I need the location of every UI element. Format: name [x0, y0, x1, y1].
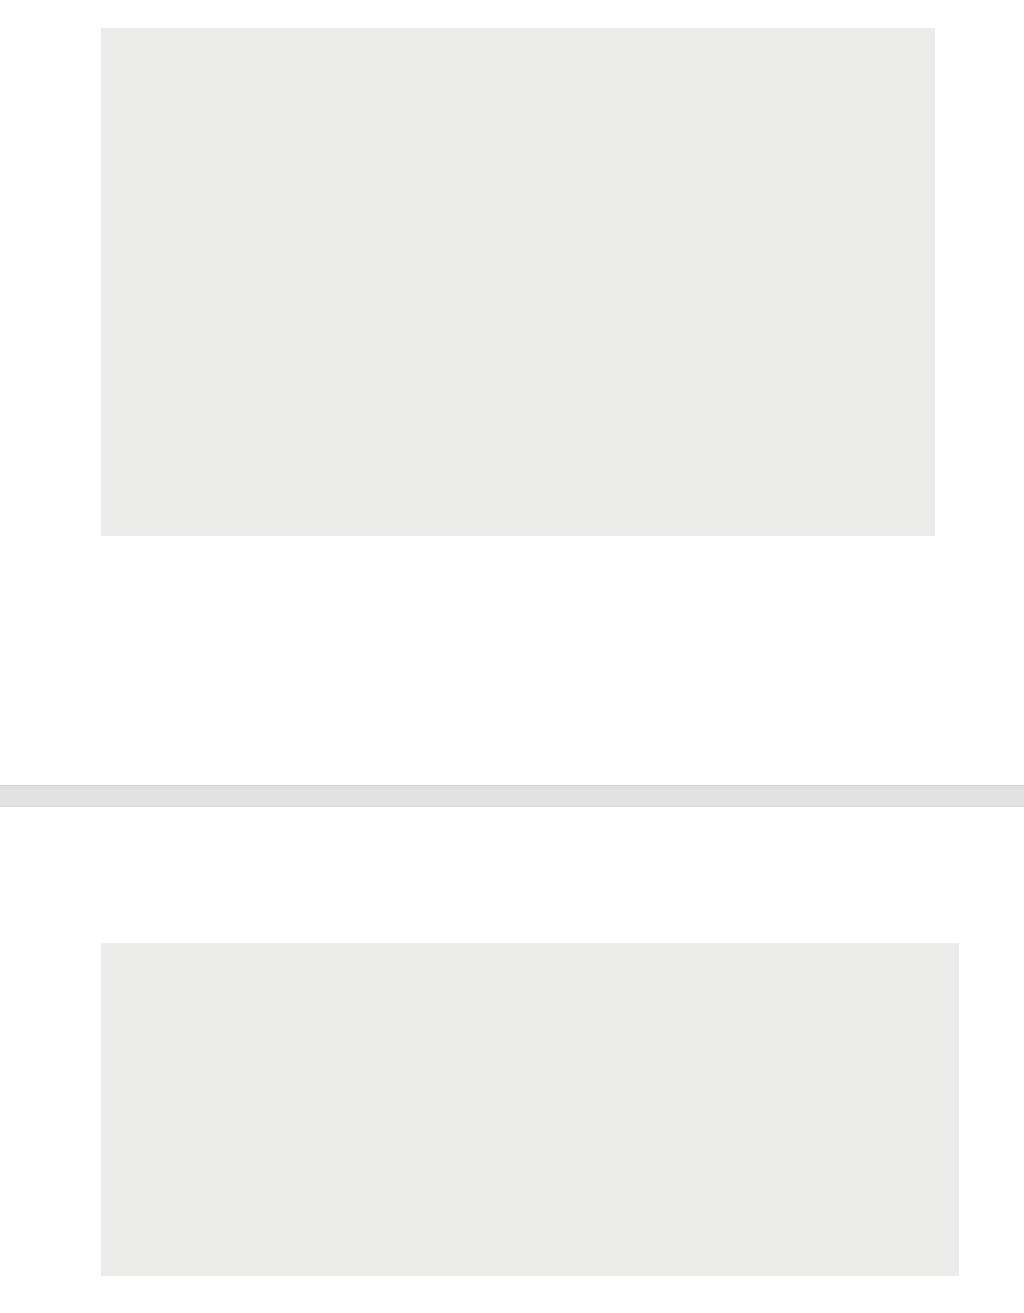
exercise-panel	[101, 28, 935, 536]
dialogue-panel	[101, 943, 959, 1276]
page-divider	[0, 785, 1024, 807]
